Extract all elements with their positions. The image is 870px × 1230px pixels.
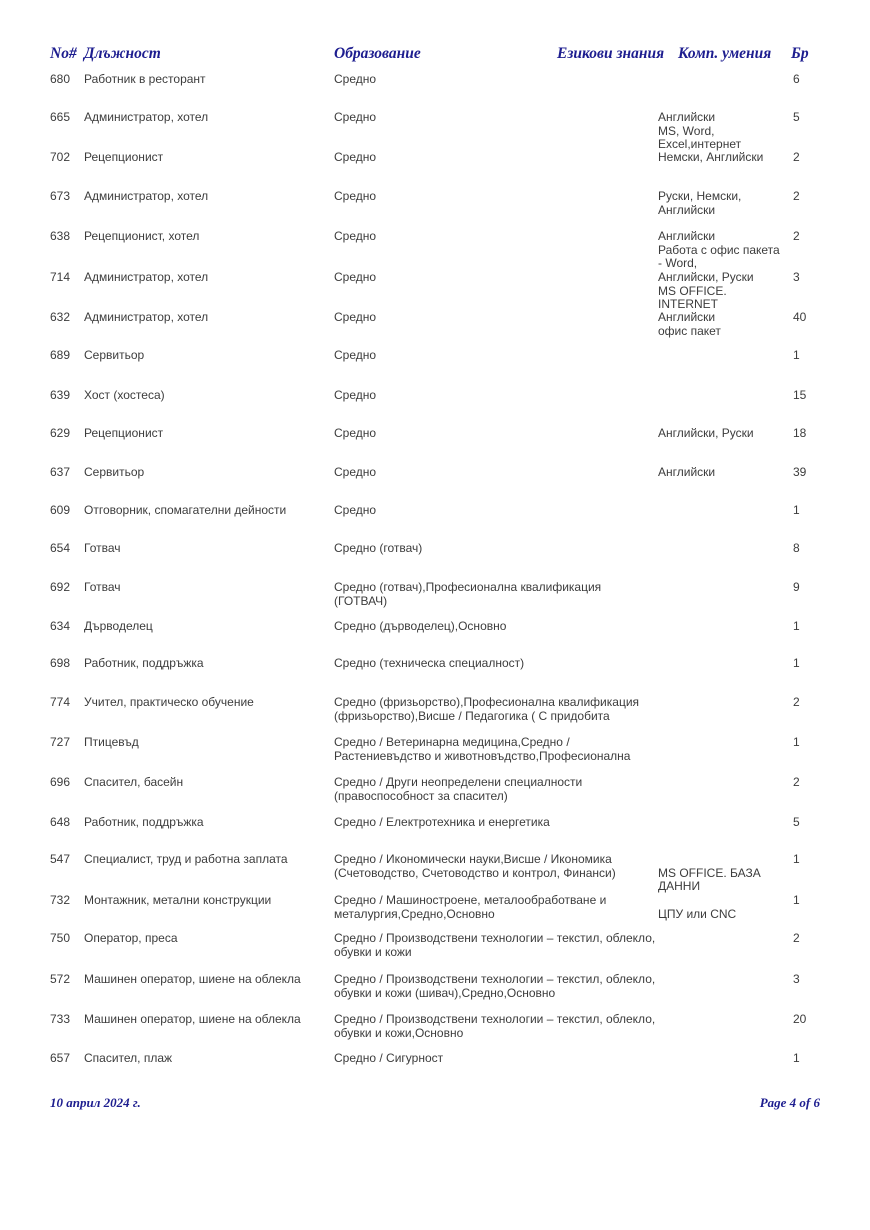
row-count: 1 xyxy=(793,735,800,749)
row-skills xyxy=(658,581,780,595)
row-computer: MS OFFICE. БАЗА ДАННИ xyxy=(658,865,761,894)
row-no: 629 xyxy=(50,426,71,440)
row-education: Средно / Сигурност xyxy=(334,1051,444,1065)
row-no: 696 xyxy=(50,775,71,789)
row-education: Средно xyxy=(334,229,377,243)
row-count: 39 xyxy=(793,465,807,479)
row-languages xyxy=(658,816,780,830)
row-position: Администратор, хотел xyxy=(84,189,209,203)
row-count: 8 xyxy=(793,541,800,555)
table-row xyxy=(0,1052,870,1091)
row-no: 654 xyxy=(50,541,71,555)
row-languages xyxy=(658,620,780,634)
table-row xyxy=(0,427,870,466)
row-count: 18 xyxy=(793,426,807,440)
row-no: 632 xyxy=(50,310,71,324)
row-no: 634 xyxy=(50,619,71,633)
row-position: Хост (хостеса) xyxy=(84,388,165,402)
row-no: 665 xyxy=(50,110,71,124)
row-education: Средно (готвач) xyxy=(334,541,423,555)
row-languages xyxy=(658,736,780,750)
row-count: 2 xyxy=(793,229,800,243)
row-position: Администратор, хотел xyxy=(84,310,209,324)
table-row xyxy=(0,504,870,543)
row-count: 2 xyxy=(793,695,800,709)
table-row xyxy=(0,932,870,971)
row-position: Спасител, плаж xyxy=(84,1051,173,1065)
row-skills xyxy=(658,696,780,710)
row-languages xyxy=(658,657,780,671)
row-skills xyxy=(658,349,780,363)
table-row xyxy=(0,620,870,659)
row-education: Средно / Производствени технологии – текстил, облекло, обувки и кожи,Основно xyxy=(334,1012,656,1040)
row-no: 657 xyxy=(50,1051,71,1065)
row-skills xyxy=(658,894,780,921)
row-no: 638 xyxy=(50,229,71,243)
row-skills xyxy=(658,973,780,987)
row-position: Спасител, басейн xyxy=(84,775,184,789)
row-languages xyxy=(658,349,780,363)
row-count: 15 xyxy=(793,388,807,402)
row-education: Средно xyxy=(334,426,377,440)
row-skills xyxy=(658,657,780,671)
row-skills xyxy=(658,853,780,894)
row-position: Дърводелец xyxy=(84,619,153,633)
row-position: Птицевъд xyxy=(84,735,139,749)
row-position: Сервитьор xyxy=(84,465,145,479)
row-education: Средно xyxy=(334,348,377,362)
row-languages xyxy=(658,389,780,403)
row-skills xyxy=(658,816,780,830)
row-count: 9 xyxy=(793,580,800,594)
table-row xyxy=(0,151,870,190)
row-no: 698 xyxy=(50,656,71,670)
table-row xyxy=(0,973,870,1012)
row-education: Средно (фризьорство),Професионална квалификация (фризьорство),Висше / Педагогика ( С придобита xyxy=(334,695,640,723)
table-row xyxy=(0,73,870,112)
row-education: Средно xyxy=(334,465,377,479)
row-education: Средно / Машиностроене, металообработване и металургия,Средно,Основно xyxy=(334,893,607,921)
row-no: 547 xyxy=(50,852,71,866)
row-no: 732 xyxy=(50,893,71,907)
row-count: 6 xyxy=(793,72,800,86)
row-education: Средно xyxy=(334,310,377,324)
row-languages: Немски, Английски xyxy=(658,150,764,164)
column-header-position: Длъжност xyxy=(84,45,161,62)
row-education: Средно / Други неопределени специалности (правоспособност за спасител) xyxy=(334,775,583,803)
table-row xyxy=(0,853,870,892)
row-position: Рецепционист xyxy=(84,150,164,164)
row-count: 3 xyxy=(793,972,800,986)
row-count: 2 xyxy=(793,775,800,789)
row-computer: ЦПУ или CNC xyxy=(658,906,737,921)
row-count: 1 xyxy=(793,348,800,362)
row-skills xyxy=(658,73,780,87)
table-row xyxy=(0,1013,870,1052)
table-row xyxy=(0,736,870,775)
row-position: Оператор, преса xyxy=(84,931,178,945)
row-count: 1 xyxy=(793,656,800,670)
row-languages xyxy=(658,894,780,908)
row-count: 1 xyxy=(793,503,800,517)
row-count: 1 xyxy=(793,1051,800,1065)
column-header-no: No# xyxy=(50,45,77,62)
row-languages xyxy=(658,932,780,946)
row-education: Средно / Производствени технологии – текстил, облекло, обувки и кожи (шивач),Средно,Основно xyxy=(334,972,656,1000)
row-languages xyxy=(658,1013,780,1027)
row-languages xyxy=(658,581,780,595)
row-position: Отговорник, спомагателни дейности xyxy=(84,503,287,517)
row-no: 750 xyxy=(50,931,71,945)
row-skills xyxy=(658,230,780,271)
row-position: Администратор, хотел xyxy=(84,110,209,124)
row-computer: офис пакет xyxy=(658,323,721,338)
row-count: 1 xyxy=(793,893,800,907)
row-computer: Работа с офис пакета - Word, xyxy=(658,242,780,271)
row-no: 702 xyxy=(50,150,71,164)
row-no: 673 xyxy=(50,189,71,203)
row-skills xyxy=(658,271,780,312)
row-count: 5 xyxy=(793,815,800,829)
row-skills xyxy=(658,151,780,165)
row-position: Машинен оператор, шиене на облекла xyxy=(84,1012,301,1026)
table-row xyxy=(0,816,870,855)
footer-date: 10 април 2024 г. xyxy=(50,1095,141,1110)
row-skills xyxy=(658,542,780,556)
table-row xyxy=(0,111,870,150)
row-no: 609 xyxy=(50,503,71,517)
row-position: Рецепционист xyxy=(84,426,164,440)
row-no: 774 xyxy=(50,695,71,709)
row-languages: Английски, Руски xyxy=(658,270,754,284)
row-count: 5 xyxy=(793,110,800,124)
row-skills xyxy=(658,1013,780,1027)
table-row xyxy=(0,466,870,505)
table-row xyxy=(0,230,870,269)
row-education: Средно xyxy=(334,110,377,124)
table-row xyxy=(0,776,870,815)
row-position: Работник, поддръжка xyxy=(84,815,204,829)
row-position: Работник, поддръжка xyxy=(84,656,204,670)
row-no: 727 xyxy=(50,735,71,749)
row-position: Специалист, труд и работна заплата xyxy=(84,852,288,866)
row-languages xyxy=(658,696,780,710)
row-computer: MS OFFICE. INTERNET xyxy=(658,283,727,312)
table-row xyxy=(0,389,870,428)
row-education: Средно (техническа специалност) xyxy=(334,656,525,670)
row-position: Работник в ресторант xyxy=(84,72,206,86)
row-skills xyxy=(658,776,780,790)
row-skills xyxy=(658,466,780,480)
row-languages: Английски xyxy=(658,229,716,243)
row-languages xyxy=(658,542,780,556)
row-education: Средно xyxy=(334,503,377,517)
row-no: 714 xyxy=(50,270,71,284)
row-no: 689 xyxy=(50,348,71,362)
row-computer: MS, Word, Excel,интернет xyxy=(658,123,742,152)
row-skills xyxy=(658,736,780,750)
row-position: Готвач xyxy=(84,580,121,594)
row-count: 1 xyxy=(793,852,800,866)
row-position: Сервитьор xyxy=(84,348,145,362)
row-no: 639 xyxy=(50,388,71,402)
row-languages xyxy=(658,973,780,987)
table-row xyxy=(0,190,870,229)
row-education: Средно (готвач),Професионална квалификация (ГОТВАЧ) xyxy=(334,580,602,608)
table-row xyxy=(0,542,870,581)
row-count: 2 xyxy=(793,931,800,945)
row-position: Рецепционист, хотел xyxy=(84,229,200,243)
table-row xyxy=(0,311,870,350)
table-row xyxy=(0,271,870,310)
row-languages: Руски, Немски, Английски xyxy=(658,189,742,217)
table-row xyxy=(0,894,870,933)
row-skills xyxy=(658,1052,780,1066)
row-languages: Английски xyxy=(658,465,716,479)
row-languages xyxy=(658,504,780,518)
row-skills xyxy=(658,932,780,946)
row-education: Средно xyxy=(334,150,377,164)
table-row xyxy=(0,349,870,388)
row-no: 692 xyxy=(50,580,71,594)
row-languages xyxy=(658,853,780,867)
row-education: Средно xyxy=(334,270,377,284)
row-count: 3 xyxy=(793,270,800,284)
row-no: 733 xyxy=(50,1012,71,1026)
table-row xyxy=(0,657,870,696)
row-position: Администратор, хотел xyxy=(84,270,209,284)
table-row xyxy=(0,581,870,620)
row-skills xyxy=(658,504,780,518)
row-languages: Английски xyxy=(658,110,716,124)
row-education: Средно / Ветеринарна медицина,Средно / Растениевъдство и животновъдство,Професионална xyxy=(334,735,631,763)
row-skills xyxy=(658,311,780,338)
row-count: 40 xyxy=(793,310,807,324)
row-skills xyxy=(658,620,780,634)
row-count: 2 xyxy=(793,150,800,164)
row-skills xyxy=(658,389,780,403)
row-count: 1 xyxy=(793,619,800,633)
column-header-count: Бр xyxy=(791,45,809,62)
column-header-languages: Езикови знания xyxy=(557,45,665,62)
row-skills xyxy=(658,427,780,441)
row-education: Средно xyxy=(334,388,377,402)
column-header-computer: Комп. умения xyxy=(678,45,772,62)
row-count: 20 xyxy=(793,1012,807,1026)
row-education: Средно xyxy=(334,189,377,203)
row-education: Средно (дърводелец),Основно xyxy=(334,619,507,633)
row-position: Учител, практическо обучение xyxy=(84,695,254,709)
row-languages: Английски xyxy=(658,310,716,324)
row-position: Готвач xyxy=(84,541,121,555)
row-languages xyxy=(658,73,780,87)
row-languages: Английски, Руски xyxy=(658,426,754,440)
row-no: 637 xyxy=(50,465,71,479)
row-skills xyxy=(658,111,780,152)
row-education: Средно xyxy=(334,72,377,86)
row-languages xyxy=(658,1052,780,1066)
row-education: Средно / Икономически науки,Висше / Икономика (Счетоводство, Счетоводство и контрол, Финанси) xyxy=(334,852,616,880)
row-education: Средно / Електротехника и енергетика xyxy=(334,815,550,829)
row-no: 572 xyxy=(50,972,71,986)
row-no: 680 xyxy=(50,72,71,86)
row-position: Машинен оператор, шиене на облекла xyxy=(84,972,301,986)
row-count: 2 xyxy=(793,189,800,203)
footer-page-number: Page 4 of 6 xyxy=(759,1095,820,1110)
row-position: Монтажник, метални конструкции xyxy=(84,893,272,907)
row-education: Средно / Производствени технологии – текстил, облекло, обувки и кожи xyxy=(334,931,656,959)
column-header-education: Образование xyxy=(334,45,421,62)
row-no: 648 xyxy=(50,815,71,829)
table-row xyxy=(0,696,870,735)
row-skills xyxy=(658,190,780,217)
row-languages xyxy=(658,776,780,790)
